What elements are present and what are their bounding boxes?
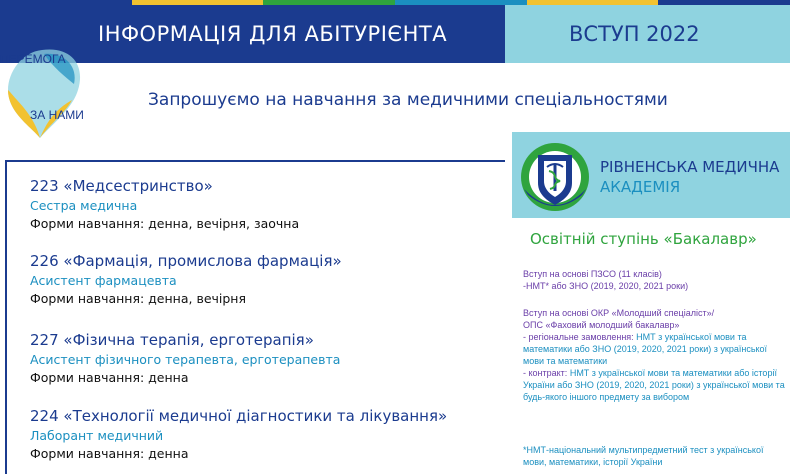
nmt-footnote: *НМТ-національний мультипредметний тест з української мови, математики, історії України — [523, 445, 764, 467]
victory-logo — [0, 42, 100, 142]
specialty-title: 226 «Фармація, промислова фармація» — [30, 252, 342, 270]
academy-header — [512, 132, 790, 218]
specialty-item — [30, 177, 299, 231]
specialty-qualification: Асистент фізичного терапевта, ерготерапевта — [30, 352, 341, 367]
degree-title: Освітній ступінь «Бакалавр» — [530, 230, 757, 248]
page-subtitle: Запрошуємо на навчання за медичними спеціальностями — [148, 90, 668, 110]
specialty-qualification: Асистент фармацевта — [30, 273, 177, 288]
contract-label: - контракт: — [523, 368, 568, 378]
regional-label: - регіональне замовлення: — [523, 332, 634, 342]
specialty-qualification: Лаборант медичний — [30, 428, 164, 443]
admission-block-okr — [523, 307, 788, 403]
logo-top-text: ПЕРЕМОГА — [0, 52, 66, 66]
academy-emblem-icon — [516, 137, 594, 215]
admission-heading: Вступ на основі ОКР «Молодший спеціаліст»/ — [523, 308, 715, 318]
regional-text: НМТ з української мови та математики або ЗНО (2019, 2020, 2021 роки) з української мови та математики — [523, 332, 768, 366]
header-banner-right — [505, 5, 790, 63]
specialty-forms: Форми навчання: денна, вечірня — [30, 291, 246, 306]
specialty-item — [30, 407, 447, 461]
specialty-title: 223 «Медсестринство» — [30, 177, 213, 195]
header-title: ІНФОРМАЦІЯ ДЛЯ АБІТУРІЄНТА — [98, 22, 448, 46]
specialty-forms: Форми навчання: денна, вечірня, заочна — [30, 216, 300, 231]
specialty-qualification: Сестра медична — [30, 198, 138, 213]
contract-text: НМТ з української мови та математики або історії України або ЗНО (2019, 2020, 2021 роки) з української мови та будь-якого іншого предмету за вибором — [523, 368, 785, 402]
specialty-forms: Форми навчання: денна — [30, 370, 189, 385]
specialty-title: 224 «Технології медичної діагностики та лікування» — [30, 407, 448, 425]
specialty-title: 227 «Фізична терапія, ерготерапія» — [30, 331, 314, 349]
admission-year-title: ВСТУП 2022 — [569, 22, 700, 46]
logo-bottom-text: ЗА НАМИ — [30, 108, 84, 122]
specialty-item — [30, 252, 342, 306]
admission-block-pzso — [523, 268, 788, 292]
academy-name-line1: РІВНЕНСЬКА МЕДИЧНА — [600, 158, 780, 176]
specialty-forms: Форми навчання: денна — [30, 446, 189, 461]
admission-heading: ОПС «Фаховий молодший бакалавр» — [523, 320, 680, 330]
admission-line: -НМТ* або ЗНО (2019, 2020, 2021 роки) — [523, 281, 689, 291]
admission-contract — [523, 367, 788, 403]
specialty-item — [30, 331, 340, 385]
admission-heading: Вступ на основі ПЗСО (11 класів) — [523, 269, 662, 279]
academy-name-line2: АКАДЕМІЯ — [600, 178, 681, 196]
admission-regional — [523, 331, 788, 367]
